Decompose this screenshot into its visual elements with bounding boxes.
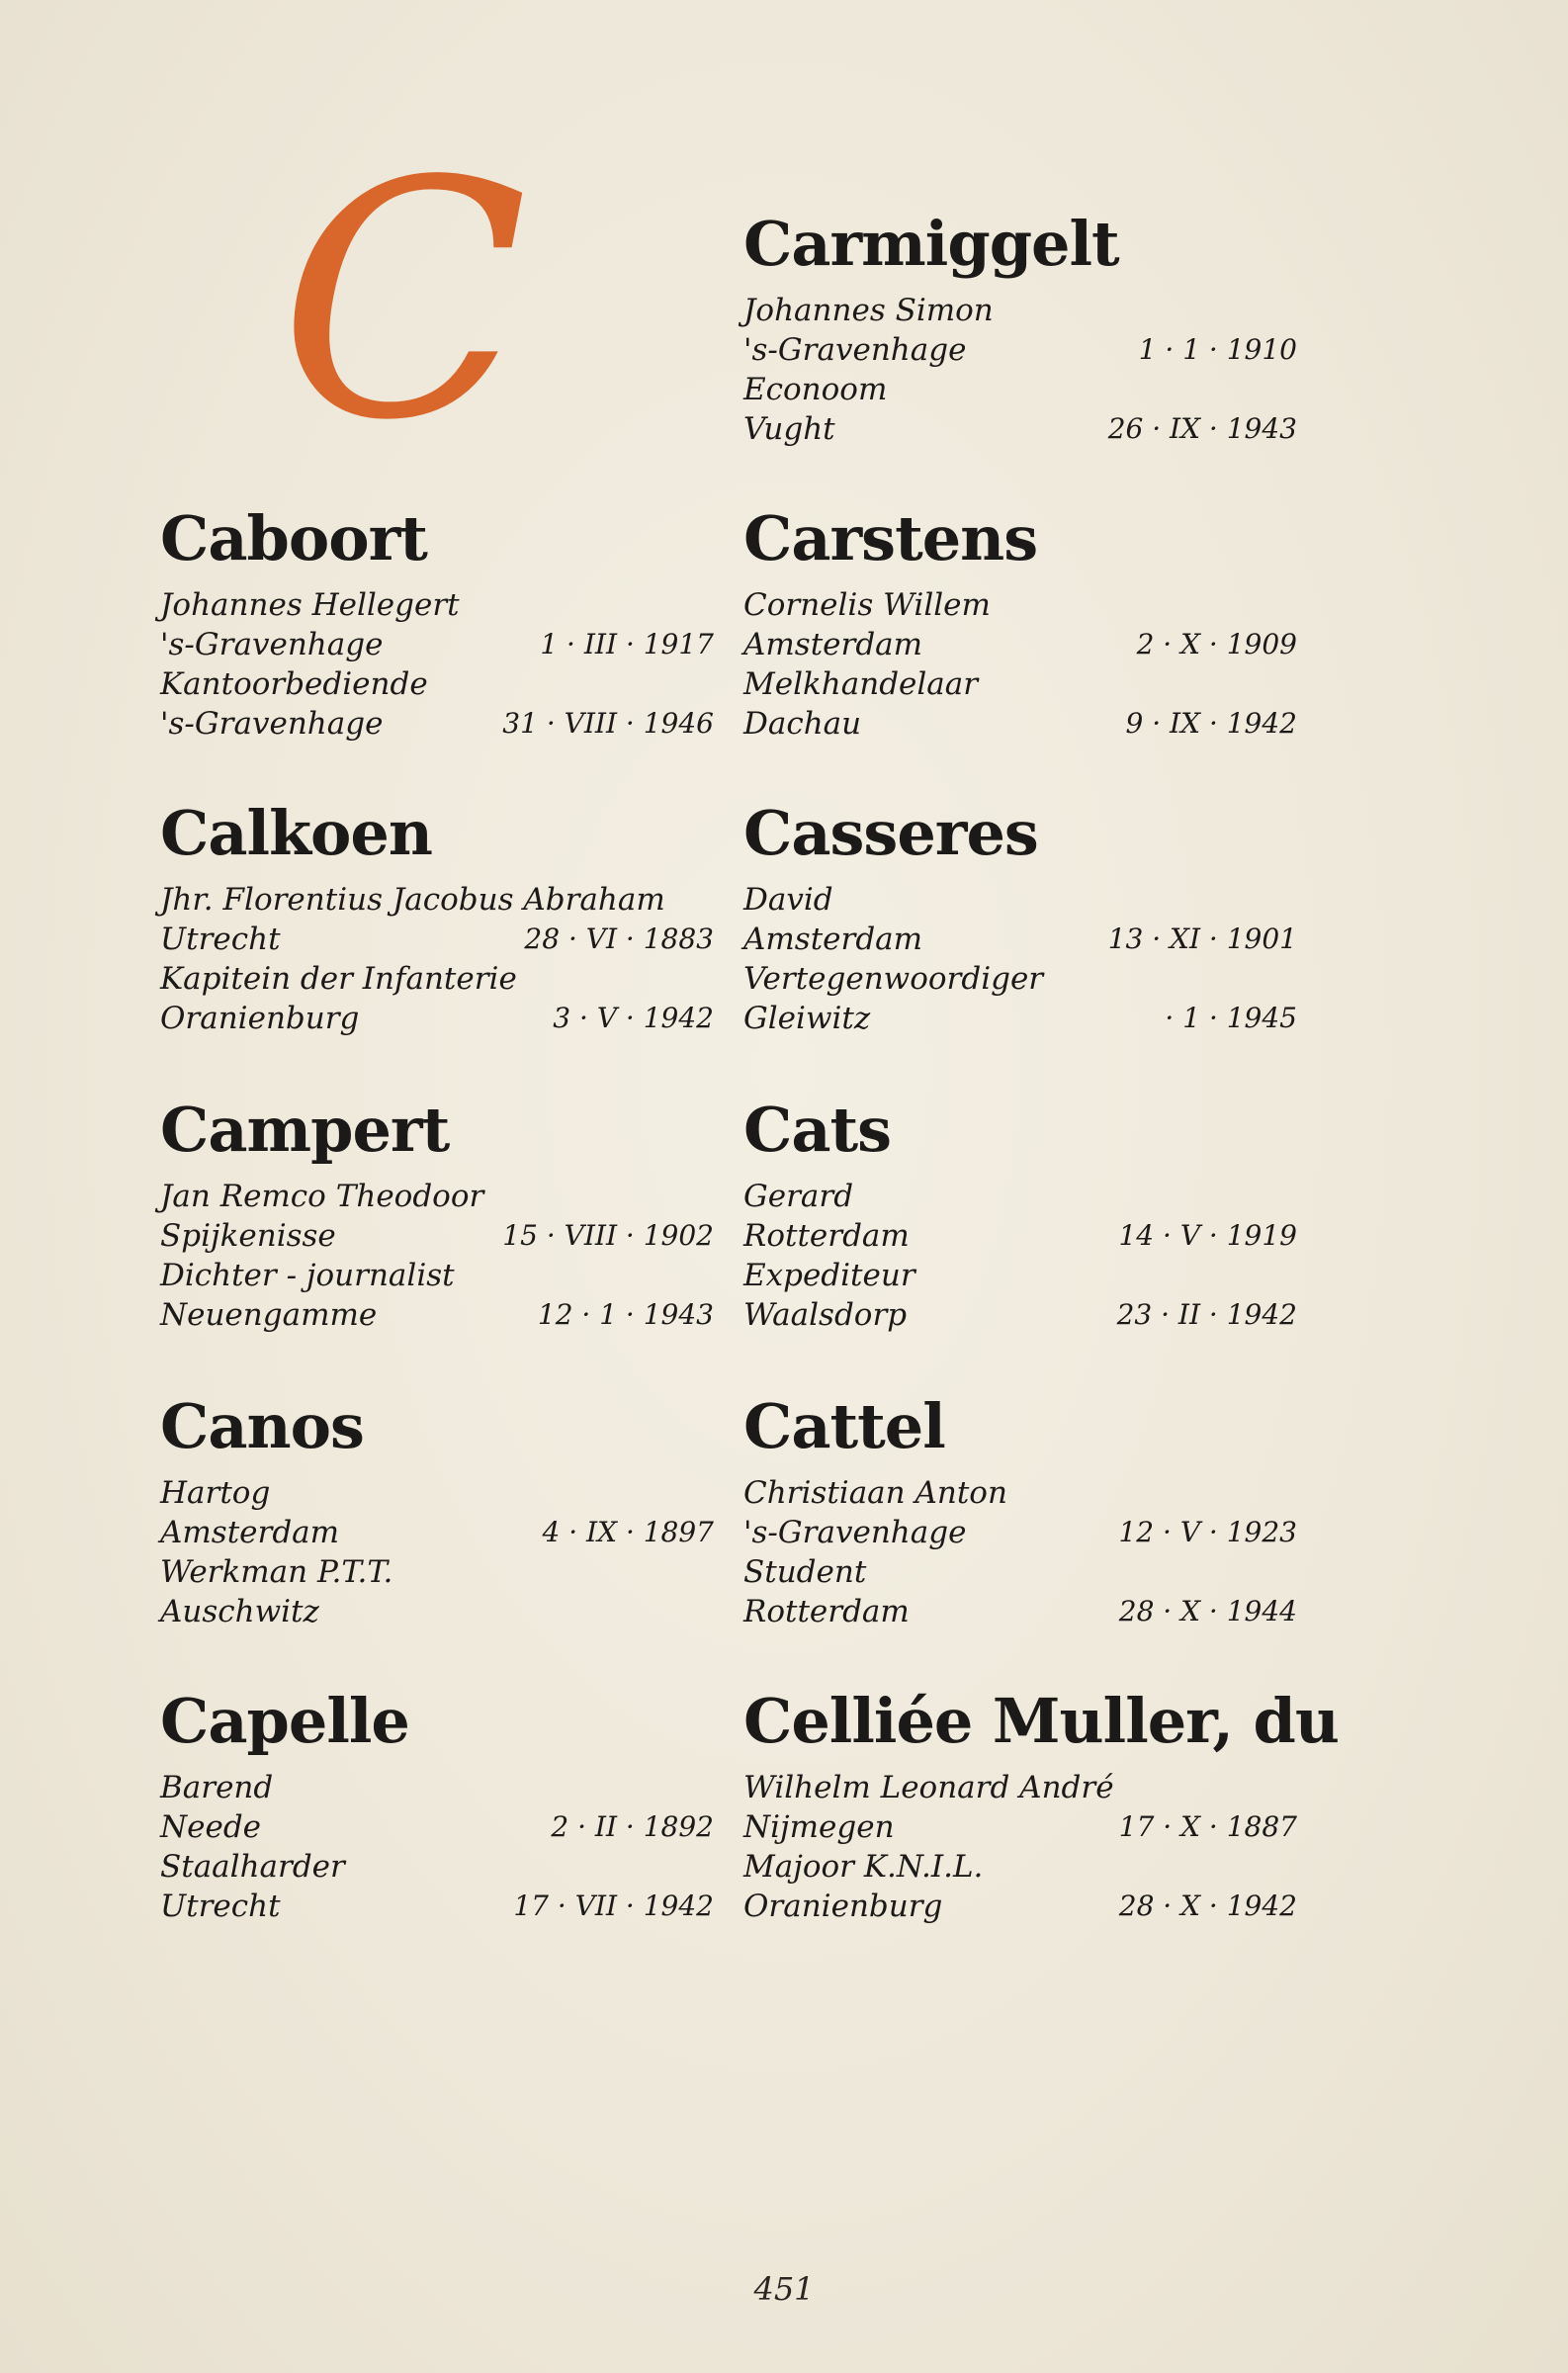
surname: Celliée Muller, du [743,1685,1339,1757]
line-label: Neede [160,1809,262,1845]
entry [743,1096,1297,1335]
entry-line [743,291,1297,330]
surname: Carmiggelt [743,208,1119,280]
line-value: 2 · X · 1909 [1136,628,1297,660]
entry [160,1392,714,1631]
line-label: Expediteur [743,1258,915,1293]
surname: Capelle [160,1685,409,1757]
entry-line [743,1216,1297,1256]
entry [743,210,1297,449]
line-label: Johannes Hellegert [160,587,460,623]
entry-line [160,1216,714,1256]
line-value: 15 · VIII · 1902 [502,1219,714,1252]
line-value: 13 · XI · 1901 [1107,923,1297,955]
line-value: 28 · X · 1944 [1118,1595,1297,1627]
entry-line [160,999,714,1038]
surname: Casseres [743,797,1038,869]
entry-line [160,959,714,999]
line-label: Dachau [743,706,862,742]
line-value: 9 · IX · 1942 [1125,707,1297,740]
line-label: Kapitein der Infanterie [160,961,517,997]
line-label: Werkman P.T.T. [160,1554,393,1590]
line-value: 14 · V · 1919 [1118,1219,1297,1252]
entry [160,1687,714,1926]
surname: Calkoen [160,797,432,869]
entry-line [160,704,714,744]
line-label: Jan Remco Theodoor [160,1179,484,1214]
page-number: 451 [753,2270,815,2308]
entry-line [743,1552,1297,1592]
entry-line [160,1295,714,1335]
entry-line [743,625,1297,664]
surname: Carstens [743,502,1038,574]
line-value: 31 · VIII · 1946 [502,707,714,740]
line-value: 28 · X · 1942 [1118,1890,1297,1922]
entry-line [743,704,1297,744]
entry-line [160,1847,714,1887]
line-value: 12 · V · 1923 [1118,1516,1297,1548]
entry-line [743,585,1297,625]
line-label: Cornelis Willem [743,587,991,623]
line-label: Utrecht [160,922,281,957]
line-label: Student [743,1554,867,1590]
line-label: Kantoorbediende [160,666,428,702]
line-value: · 1 · 1945 [1165,1002,1297,1034]
entry-line [160,1513,714,1552]
line-value: 28 · VI · 1883 [524,923,714,955]
line-label: Johannes Simon [743,293,994,328]
line-label: Majoor K.N.I.L. [743,1849,984,1885]
entry-line [160,880,714,920]
line-label: Amsterdam [743,627,923,662]
entry-line [160,1177,714,1216]
line-label: 's-Gravenhage [160,706,384,742]
line-label: Jhr. Florentius Jacobus Abraham [160,882,665,918]
entry-line [160,1807,714,1847]
entry [743,799,1297,1038]
initial-letter: C [279,112,529,491]
entry [743,504,1297,744]
entry-line [160,1768,714,1807]
entry-line [160,585,714,625]
entry [743,1685,1339,1926]
line-label: Barend [160,1770,274,1805]
entry-line [743,1847,1297,1887]
entry-line [743,1592,1297,1631]
entry-line [743,664,1297,704]
entry-line [743,880,1297,920]
entry-line [160,1256,714,1295]
entry-line [743,370,1297,409]
line-label: Econoom [743,372,888,407]
entry-line [743,959,1297,999]
line-label: Rotterdam [743,1594,910,1629]
line-value: 2 · II · 1892 [551,1810,714,1843]
entry-line [743,330,1297,370]
line-label: Gleiwitz [743,1001,871,1036]
line-label: Amsterdam [743,922,923,957]
entry-line [743,1513,1297,1552]
line-label: Vught [743,411,835,447]
line-value: 4 · IX · 1897 [542,1516,714,1548]
line-label: 's-Gravenhage [160,627,384,662]
line-label: Neuengamme [160,1297,378,1333]
line-value: 1 · 1 · 1910 [1138,333,1297,366]
line-label: Oranienburg [743,1889,943,1924]
line-label: Utrecht [160,1889,281,1924]
entry [160,1096,714,1335]
line-label: Hartog [160,1475,271,1511]
surname: Canos [160,1390,364,1462]
entry-line [743,1295,1297,1335]
line-value: 17 · X · 1887 [1118,1810,1297,1843]
entry-line [743,999,1297,1038]
line-label: Waalsdorp [743,1297,908,1333]
entry-line [160,625,714,664]
line-label: David [743,882,833,918]
entry-line [743,1177,1297,1216]
line-value: 3 · V · 1942 [553,1002,714,1034]
entry-line [743,1807,1297,1847]
line-label: Nijmegen [743,1809,895,1845]
surname: Cattel [743,1390,945,1462]
line-label: Auschwitz [160,1594,319,1629]
line-value: 12 · 1 · 1943 [537,1298,714,1331]
line-label: Melkhandelaar [743,666,979,702]
entry-line [160,1592,714,1631]
surname: Caboort [160,502,427,574]
surname: Campert [160,1094,450,1166]
entry-line [160,1887,714,1926]
line-value: 26 · IX · 1943 [1107,412,1297,445]
line-label: Amsterdam [160,1515,340,1550]
line-value: 1 · III · 1917 [540,628,714,660]
line-label: Dichter - journalist [160,1258,455,1293]
entry-line [743,409,1297,449]
line-label: Christiaan Anton [743,1475,1007,1511]
line-label: 's-Gravenhage [743,332,967,368]
line-label: Spijkenisse [160,1218,336,1254]
surname: Cats [743,1094,892,1166]
entry-line [743,1887,1297,1926]
line-value: 17 · VII · 1942 [513,1890,714,1922]
line-label: Oranienburg [160,1001,360,1036]
entry-line [743,1473,1297,1513]
line-label: 's-Gravenhage [743,1515,967,1550]
line-label: Rotterdam [743,1218,910,1254]
line-value: 23 · II · 1942 [1116,1298,1297,1331]
entry-line [160,664,714,704]
entry-line [743,920,1297,959]
line-label: Wilhelm Leonard André [743,1770,1114,1805]
entry-line [743,1768,1297,1807]
entry [160,799,714,1038]
entry-line [160,920,714,959]
entry [160,504,714,744]
entry-line [160,1552,714,1592]
line-label: Staalharder [160,1849,345,1885]
line-label: Vertegenwoordiger [743,961,1044,997]
entry-line [743,1256,1297,1295]
line-label: Gerard [743,1179,854,1214]
entry [743,1392,1297,1631]
entry-line [160,1473,714,1513]
